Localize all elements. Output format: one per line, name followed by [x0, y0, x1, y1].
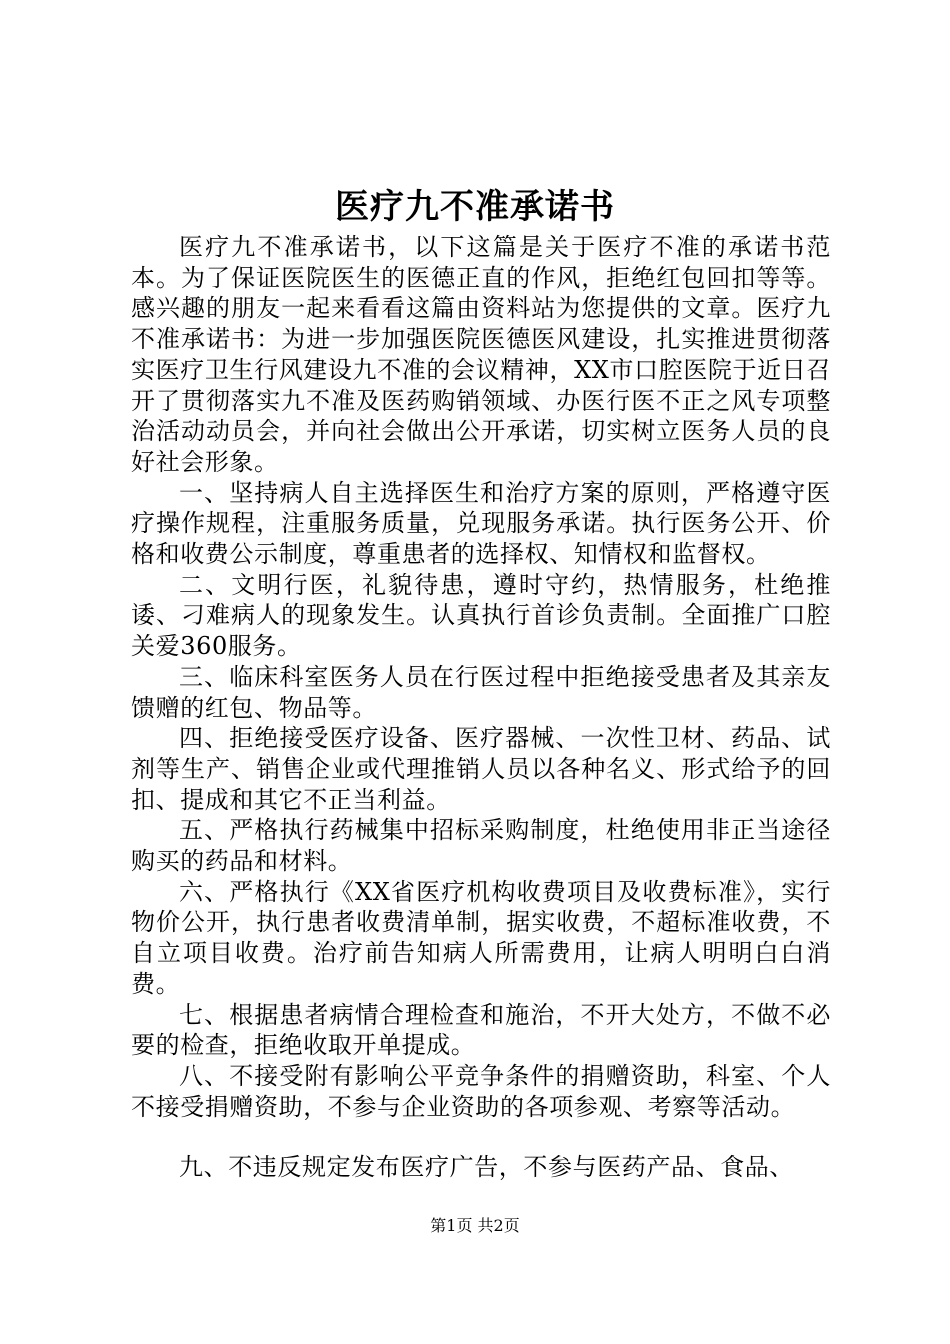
page-indicator: 第1页 共2页 — [430, 1216, 520, 1235]
paragraph-item-3: 三、临床科室医务人员在行医过程中拒绝接受患者及其亲友馈赠的红包、物品等。 — [131, 662, 831, 722]
document-body — [131, 232, 831, 1183]
paragraph-intro: 医疗九不准承诺书，以下这篇是关于医疗不准的承诺书范本。为了保证医院医生的医德正直的作风，拒绝红包回扣等等。感兴趣的朋友一起来看看这篇由资料站为您提供的文章。医疗九不准承诺书：为进一步加强医院医德医风建设，扎实推进贯彻落实医疗卫生行风建设九不准的会议精神，XX市口腔医院于近日召开了贯彻落实九不准及医药购销领域、办医行医不正之风专项整治活动动员会，并向社会做出公开承诺，切实树立医务人员的良好社会形象。 — [131, 233, 831, 476]
paragraph-item-5: 五、严格执行药械集中招标采购制度，杜绝使用非正当途径购买的药品和材料。 — [131, 816, 831, 876]
paragraph-item-4: 四、拒绝接受医疗设备、医疗器械、一次性卫材、药品、试剂等生产、销售企业或代理推销人员以各种名义、形式给予的回扣、提成和其它不正当利益。 — [131, 724, 831, 814]
paragraph-item-8: 八、不接受附有影响公平竞争条件的捐赠资助，科室、个人不接受捐赠资助，不参与企业资助的各项参观、考察等活动。 — [131, 1061, 831, 1121]
document-title: 医疗九不准承诺书 — [335, 187, 615, 227]
paragraph-item-2: 二、文明行医，礼貌待患，遵时守约，热情服务，杜绝推诿、刁难病人的现象发生。认真执行首诊负责制。全面推广口腔关爱360服务。 — [131, 570, 831, 661]
paragraph-item-9: 九、不违反规定发布医疗广告，不参与医药产品、食品、 — [179, 1153, 794, 1182]
paragraph-item-6: 六、严格执行《XX省医疗机构收费项目及收费标准》，实行物价公开，执行患者收费清单制，据实收费，不超标准收费，不自立项目收费。治疗前告知病人所需费用，让病人明明白白消费。 — [131, 877, 831, 998]
paragraph-item-7: 七、根据患者病情合理检查和施治，不开大处方，不做不必要的检查，拒绝收取开单提成。 — [131, 1000, 831, 1060]
paragraph-item-1: 一、坚持病人自主选择医生和治疗方案的原则，严格遵守医疗操作规程，注重服务质量，兑现服务承诺。执行医务公开、价格和收费公示制度，尊重患者的选择权、知情权和监督权。 — [131, 478, 831, 569]
